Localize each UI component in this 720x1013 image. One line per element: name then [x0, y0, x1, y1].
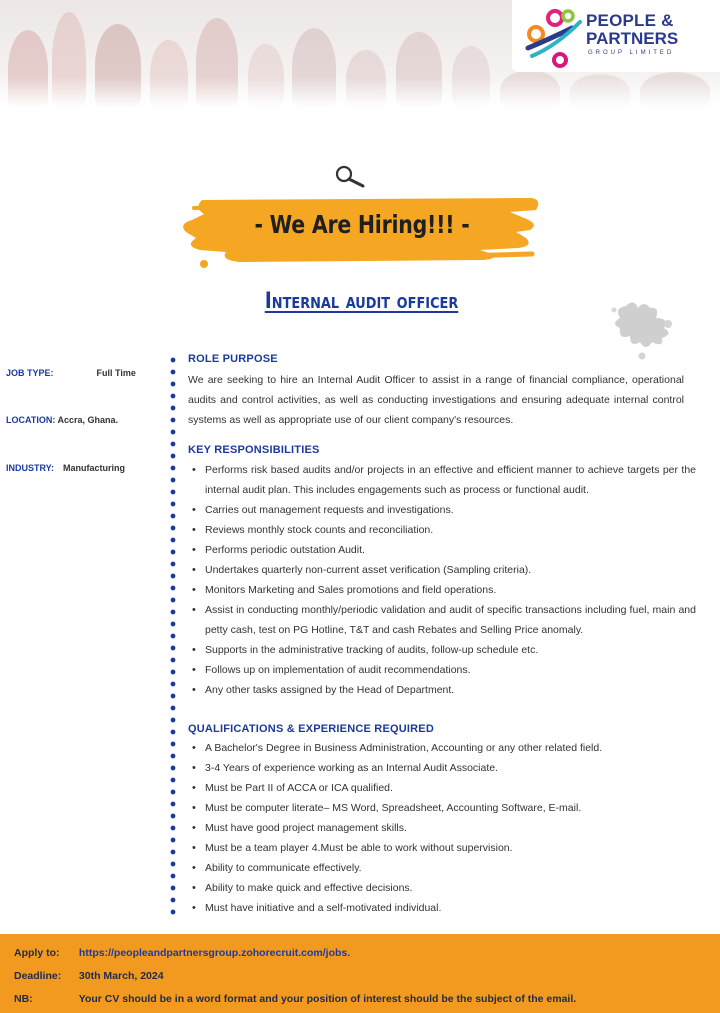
- hiring-headline: - We Are Hiring!!! -: [254, 210, 470, 239]
- list-item: • Follows up on implementation of audit recommendations.: [192, 660, 696, 680]
- deadline-row: [14, 969, 164, 983]
- list-item: • Must be a team player 4.Must be able to work without supervision.: [192, 838, 696, 858]
- qualifications-title: QUALIFICATIONS & EXPERIENCE REQUIRED: [188, 723, 434, 735]
- list-item: • Must be Part II of ACCA or ICA qualified.: [192, 778, 696, 798]
- logo-line-2: PARTNERS: [586, 29, 679, 48]
- dotted-divider: [169, 356, 177, 918]
- logo-line-1: PEOPLE &: [586, 11, 674, 30]
- list-item: • Must have initiative and a self-motivated individual.: [192, 898, 696, 918]
- list-item: • Undertakes quarterly non-current asset verification (Sampling criteria).: [192, 560, 696, 580]
- industry-value: Manufacturing: [63, 463, 126, 473]
- nb-row: [14, 992, 576, 1006]
- list-item: • Any other tasks assigned by the Head of Department.: [192, 680, 696, 700]
- list-item: • Ability to communicate effectively.: [192, 858, 696, 878]
- list-item: • Must be computer literate– MS Word, Spreadsheet, Accounting Software, E-mail.: [192, 798, 696, 818]
- list-item: • Ability to make quick and effective decisions.: [192, 878, 696, 898]
- list-item: • Assist in conducting monthly/periodic validation and audit of specific transactions including fuel, main and petty cash, test on PG Hotline, T&T and cash Rebates and Selling Price anomaly.: [192, 600, 696, 640]
- footer-band: [0, 934, 720, 1013]
- apply-row: [14, 946, 350, 960]
- list-item: • Reviews monthly stock counts and reconciliation.: [192, 520, 696, 540]
- list-item: • Performs risk based audits and/or projects in an effective and efficient manner to achieve targets per the internal audit plan. This includes engagements such as process or functional audit.: [192, 460, 696, 500]
- company-logo: [512, 0, 720, 72]
- logo-mark-icon: [522, 4, 588, 70]
- location-value: Accra, Ghana.: [57, 415, 119, 425]
- list-item: • Carries out management requests and investigations.: [192, 500, 696, 520]
- responsibilities-list: [192, 460, 696, 700]
- nb-value: Your CV should be in a word format and your position of interest should be the subject of the email.: [78, 993, 577, 1005]
- qualifications-list: [192, 738, 696, 918]
- list-item: • Must have good project management skills.: [192, 818, 696, 838]
- industry-label: INDUSTRY:: [6, 463, 54, 473]
- apply-link[interactable]: https://peopleandpartnersgroup.zohorecruit.com/jobs.: [78, 947, 351, 959]
- job-type-label: JOB TYPE:: [6, 368, 54, 378]
- deadline-label: Deadline:: [14, 970, 62, 982]
- responsibilities-title: KEY RESPONSIBILITIES: [188, 444, 320, 456]
- location-row: [6, 414, 118, 426]
- apply-label: Apply to:: [14, 947, 60, 959]
- nb-label: NB:: [14, 993, 33, 1005]
- job-type-value: Full Time: [96, 368, 136, 378]
- industry-row: [6, 462, 125, 474]
- deadline-value: 30th March, 2024: [78, 970, 164, 982]
- role-purpose-title: ROLE PURPOSE: [188, 353, 278, 365]
- logo-line-3: GROUP LIMITED: [588, 50, 675, 56]
- job-type-row: [6, 367, 136, 379]
- magnifier-icon: [331, 164, 367, 190]
- list-item: • Monitors Marketing and Sales promotions and field operations.: [192, 580, 696, 600]
- job-title: [180, 288, 544, 316]
- list-item: • A Bachelor's Degree in Business Administration, Accounting or any other related field.: [192, 738, 696, 758]
- paint-splash-icon: [604, 296, 678, 362]
- list-item: • Performs periodic outstation Audit.: [192, 540, 696, 560]
- role-purpose-text: We are seeking to hire an Internal Audit Officer to assist in a range of financial compliance, operational audits and control activities, as well as conducting investigations and ensuring adequate internal control systems as well as appropriate use of our client company's resources.: [188, 374, 684, 426]
- location-label: LOCATION:: [6, 415, 56, 425]
- list-item: • Supports in the administrative tracking of audits, follow-up schedule etc.: [192, 640, 696, 660]
- list-item: • 3-4 Years of experience working as an Internal Audit Associate.: [192, 758, 696, 778]
- job-title-text: Internal audit officer: [265, 289, 459, 314]
